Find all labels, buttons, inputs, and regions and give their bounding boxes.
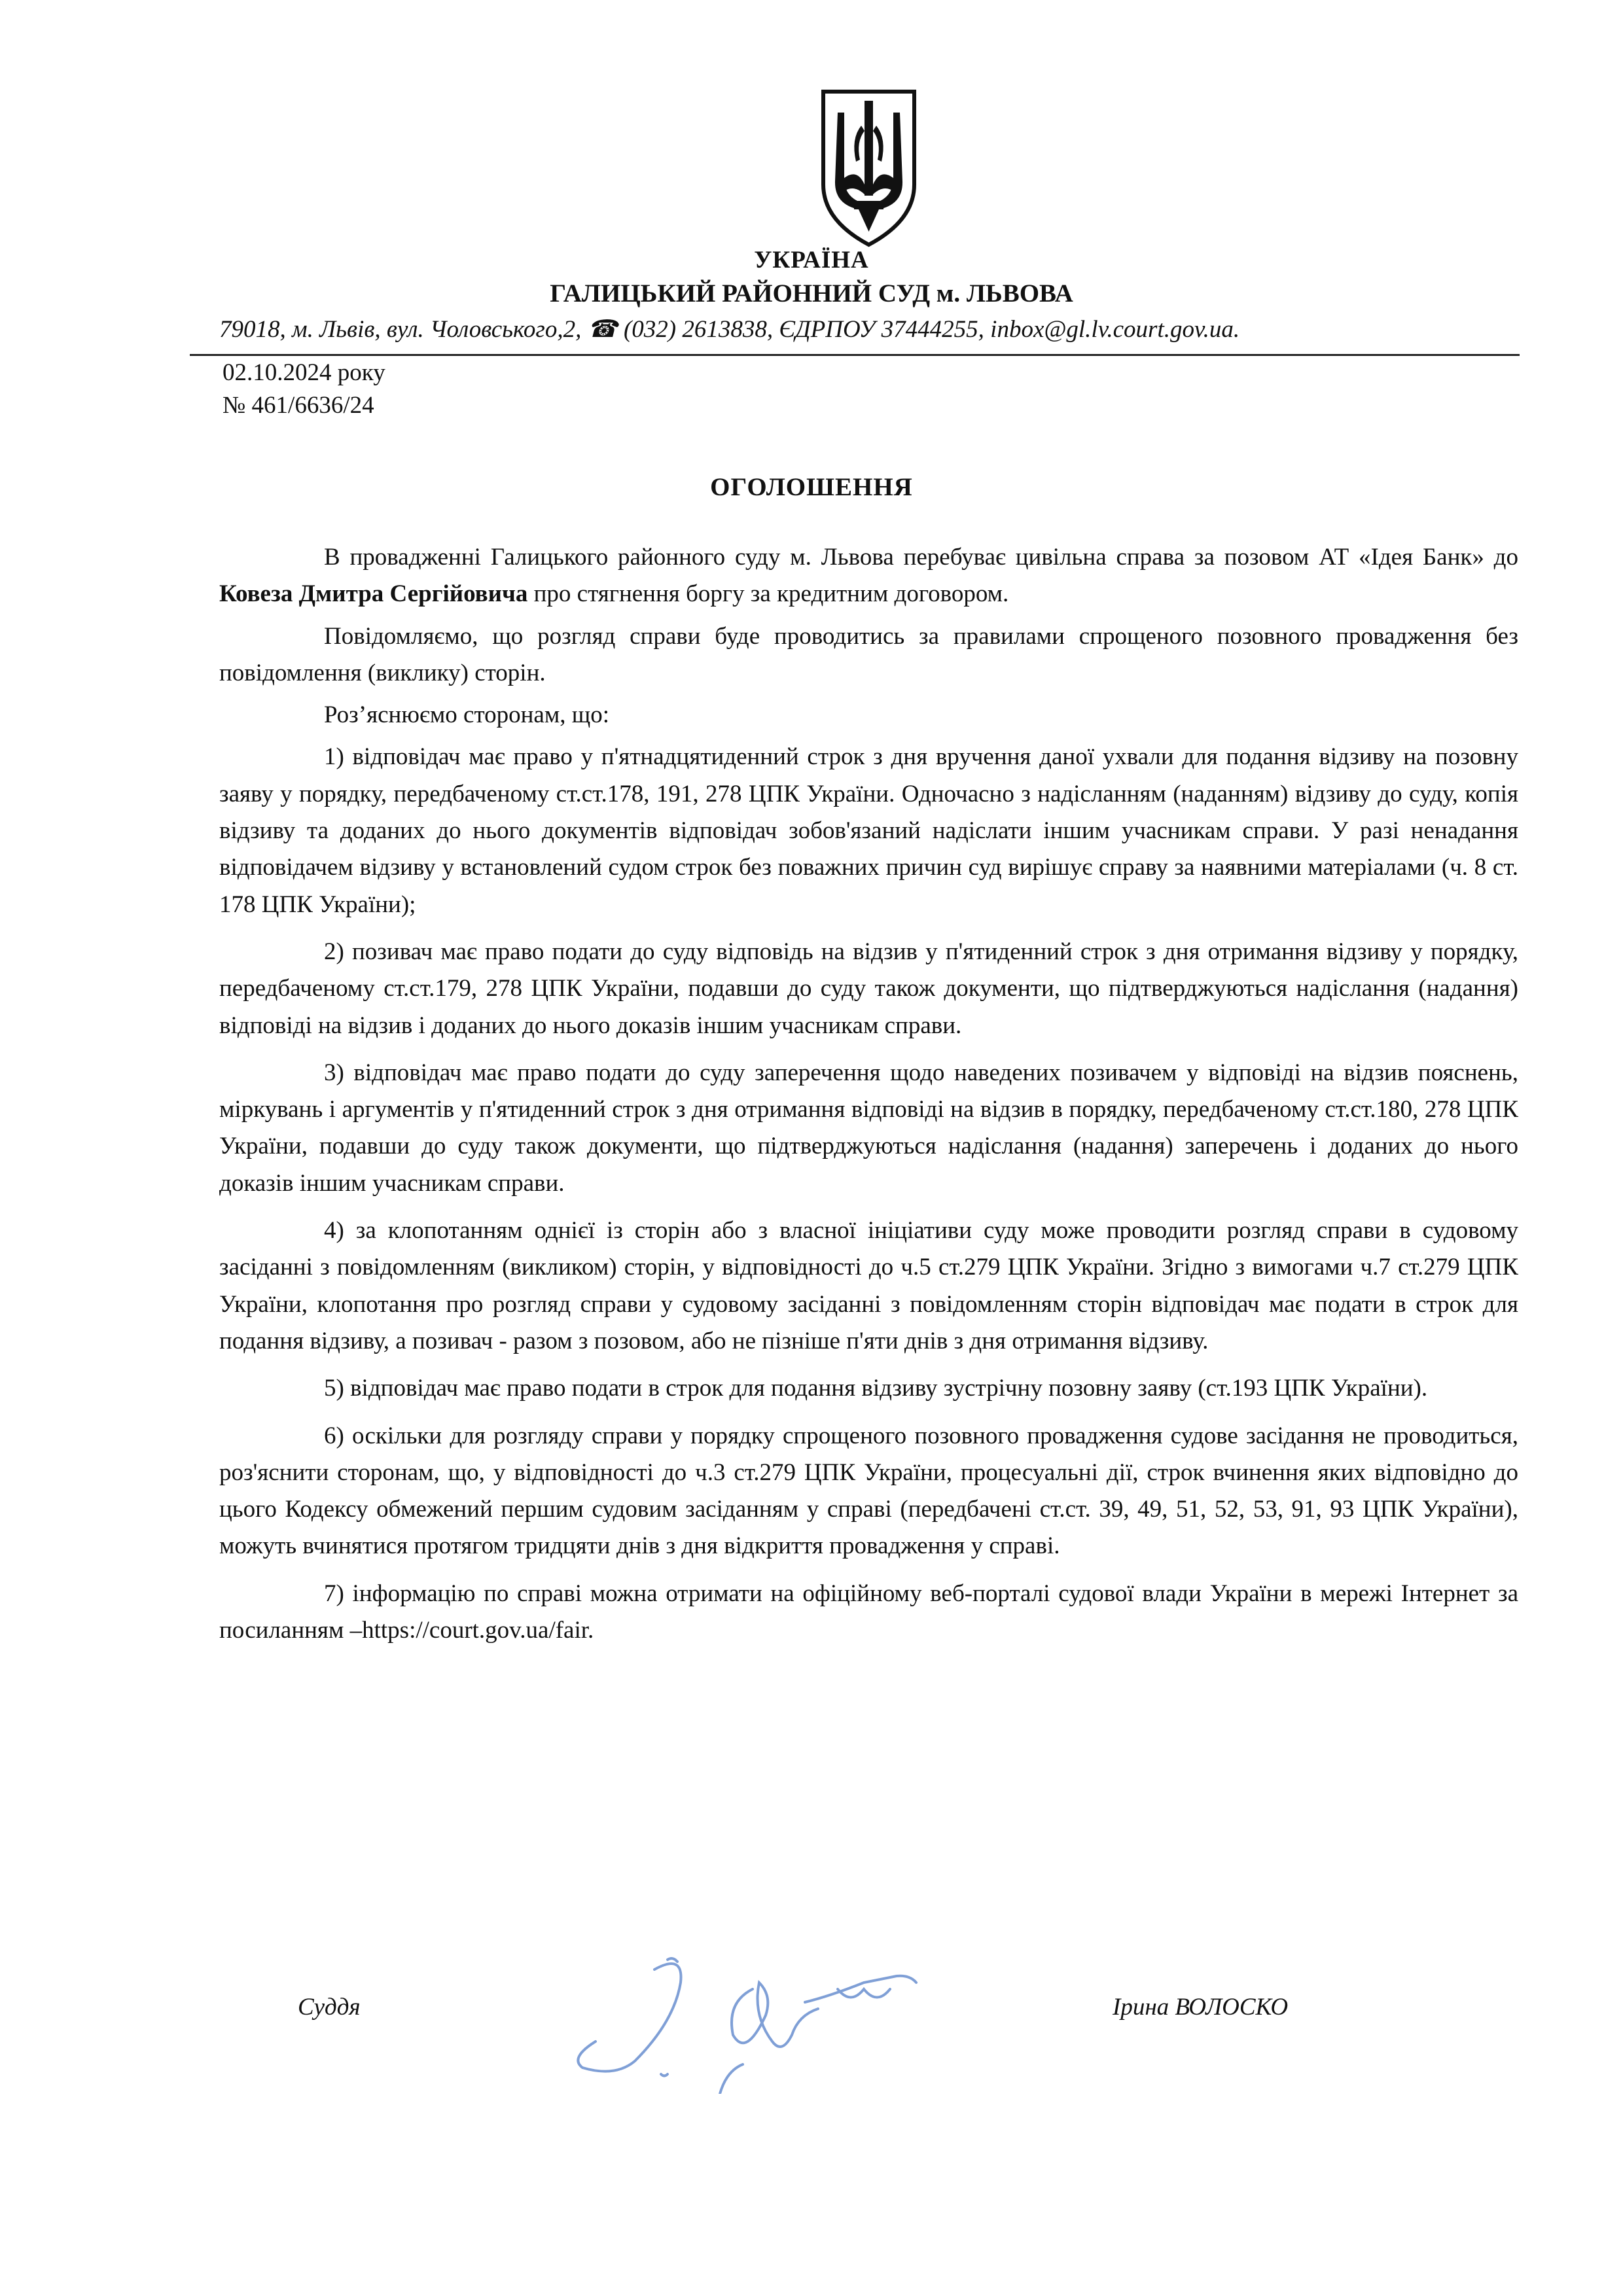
paragraph-procedure: Повідомляємо, що розгляд справи буде проводитись за правилами спрощеного позовного провадження без повідомлення (виклику) сторін. [219, 622, 1518, 686]
list-item: 3) відповідач має право подати до суду заперечення щодо наведених позивачем у відповіді на відзив пояснень, міркувань і аргументів у п'ятиденний строк з дня отримання відповіді на відзив в порядку, передбаченому ст.ст.180, 278 ЦПК України, подавши до суду також документи, що підтверджуються надіслання (надання) заперечень і доданих до нього доказів іншим учасникам справи. [219, 1059, 1518, 1197]
list-item: 2) позивач має право подати до суду відповідь на відзив у п'ятиденний строк з дня отримання відзиву у порядку, передбаченому ст.ст.179, 278 ЦПК України, подавши до суду також документи, що підтверджуються надіслання (надання) відповіді на відзив і доданих до нього доказів іншим учасникам справи. [219, 938, 1518, 1039]
document-date: 02.10.2024 року [223, 359, 385, 386]
trident-coat-of-arms-icon [818, 86, 919, 250]
list-item: 4) за клопотанням однієї із сторін або з власної ініціативи суду може проводити розгляд справи в судовому засіданні з повідомленням (викликом) сторін, у відповідності до ч.5 ст.279 ЦПК України. Згідно з вимогами ч.7 ст.279 ЦПК України, клопотання про розгляд справи у судовому засіданні з повідомленням сторін відповідач має подати в строк для подання відзиву, а позивач - разом з позовом, або не пізніше п'яти днів з дня отримання відзиву. [219, 1217, 1518, 1354]
court-name: ГАЛИЦЬКИЙ РАЙОННИЙ СУД м. ЛЬВОВА [550, 279, 1073, 308]
handwritten-signature [556, 1943, 923, 2094]
signer-role: Суддя [298, 1994, 361, 2021]
document-body [219, 539, 1518, 1649]
paragraph-case-tail: про стягнення боргу за кредитним договором. [527, 580, 1009, 608]
case-number: № 461/6636/24 [223, 392, 374, 419]
country-title: УКРАЇНА [754, 247, 869, 274]
list-item: 7) інформацію по справі можна отримати на офіційному веб-порталі судової влади України в мережі Інтернет за посиланням –https://court.gov.ua/fair. [219, 1580, 1518, 1644]
list-item: 6) оскільки для розгляду справи у порядку спрощеного позовного провадження судове засідання не проводиться, роз'яснити сторонам, що, у відповідності до ч.3 ст.279 ЦПК України, процесуальні дії, строк вчинення яких відповідно до цього Кодексу обмежений першим судовим засіданням у справі (передбачені ст.ст. 39, 49, 51, 52, 53, 91, 93 ЦПК України), можуть вчинятися протягом тридцяти днів з дня відкриття провадження у справі. [219, 1422, 1518, 1560]
defendant-name: Ковеза Дмитра Сергійовича [219, 580, 528, 608]
paragraph-case-lead: В провадженні Галицького районного суду м. Львова перебуває цивільна справа за позовом АТ «Ідея Банк» до [324, 544, 1518, 571]
paragraph-explanation: Роз’яснюємо сторонам, що: [324, 701, 610, 729]
list-item: 5) відповідач має право подати в строк для подання відзиву зустрічну позовну заяву (ст.193 ЦПК України). [324, 1375, 1428, 1402]
list-item: 1) відповідач має право у п'ятнадцятиденний строк з дня вручення даної ухвали для подання відзиву на позовну заяву у порядку, передбаченому ст.ст.178, 191, 278 ЦПК України. Одночасно з надісланням (наданням) відзиву до суду, копія відзиву та доданих до нього документів відповідач зобов'язаний надіслати іншим учасникам справи. У разі ненадання відповідачем відзиву у встановлений судом строк без поважних причин суд вирішує справу за наявними матеріалами (ч. 8 ст. 178 ЦПК України); [219, 743, 1518, 918]
court-address: 79018, м. Львів, вул. Чоловського,2, ☎ (032) 2613838, ЄДРПОУ 37444255, inbox@gl.lv.court.gov.ua. [219, 316, 1240, 343]
document-title: ОГОЛОШЕННЯ [710, 473, 913, 501]
signer-name: Ірина ВОЛОСКО [1113, 1994, 1289, 2021]
header-divider [190, 354, 1520, 356]
paragraph-case [219, 539, 1518, 613]
